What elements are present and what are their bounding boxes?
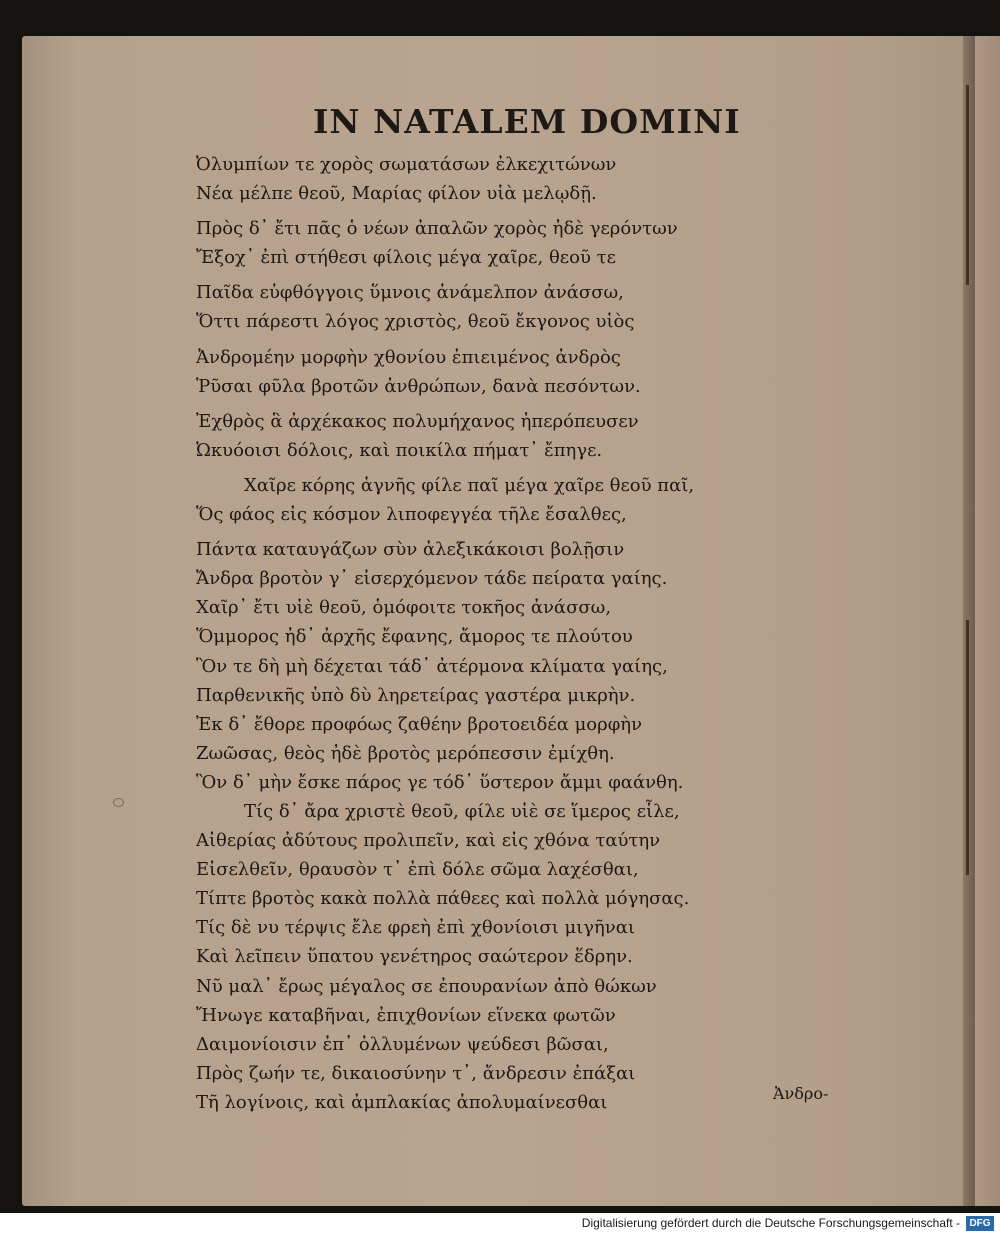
verse-line: Ἤνωγε καταβῆναι, ἐπιχθονίων εἵνεκα φωτῶν <box>196 1004 616 1026</box>
verse-line: Ὀλυμπίων τε χορὸς σωματάσων ἐλκεχιτώνων <box>196 154 617 175</box>
footer-bar <box>0 1213 1000 1235</box>
verse-line: Ὅμμορος ἠδ᾽ ἀρχῆς ἔφανης, ἄμορος τε πλούτου <box>196 626 633 648</box>
ink-spot <box>113 798 124 807</box>
verse-line: Τίς δ᾽ ἄρα χριστὲ θεοῦ, φίλε υἱὲ σε ἵμερος εἷλε, <box>244 800 680 822</box>
verse-line: Ὃν δ᾽ μὴν ἔσκε πάρος γε τόδ᾽ ὕστερον ἄμμι φαάνθη. <box>196 771 684 793</box>
verse-line: Πρὸς ζωήν τε, δικαιοσύνην τ᾽, ἄνδρεσιν ἐπάξαι <box>196 1062 636 1084</box>
verse-block <box>196 150 746 1117</box>
verse-line: Πάντα καταυγάζων σὺν ἀλεξικάκοισι βολῇσιν <box>196 539 625 561</box>
verse-line: Ἐχθρὸς ἃ ἀρχέκακος πολυμήχανος ἠπερόπευσεν <box>196 410 639 432</box>
verse-line: Τῆ λογίνοις, καὶ ἀμπλακίας ἀπολυμαίνεσθαι <box>196 1091 608 1113</box>
verse-line: Νῦ μαλ᾽ ἔρως μέγαλος σε ἐπουρανίων ἀπὸ θώκων <box>196 975 657 997</box>
verse-line: Τίς δὲ νυ τέρψις ἔλε φρεὴ ἐπὶ χθονίοισι μιγῆναι <box>196 917 635 939</box>
verse-line: Ἐκ δ᾽ ἔθορε προφόως ζαθέην βροτοειδέα μορφὴν <box>196 713 643 735</box>
funding-credit: Digitalisierung gefördert durch die Deutsche Forschungsgemeinschaft - <box>581 1216 960 1230</box>
binding-mark <box>966 620 969 875</box>
verse-line: Παρθενικῆς ὑπὸ δὺ ληρετείρας γαστέρα μικρὴν. <box>196 684 636 706</box>
verse-line: Ῥῦσαι φῦλα βροτῶν ἀνθρώπων, δανὰ πεσόντων. <box>196 375 641 397</box>
verse-line: Ὠκυόοισι δόλοις, καὶ ποικίλα πήματ᾽ ἔπηγε. <box>196 439 603 461</box>
verse-line: Ὅττι πάρεστι λόγος χριστὸς, θεοῦ ἔκγονος υἱὸς <box>196 311 635 333</box>
verse-line: Ἔξοχ᾽ ἐπὶ στήθεσι φίλοις μέγα χαῖρε, θεοῦ τε <box>196 247 616 269</box>
verse-line: Χαῖρ᾽ ἔτι υἱὲ θεοῦ, ὁμόφοιτε τοκῆος ἀνάσσω, <box>196 597 612 619</box>
dfg-logo[interactable]: DFG <box>966 1216 994 1231</box>
verse-line: Δαιμονίοισιν ἐπ᾽ ὀλλυμένων ψεύδεσι βῶσαι, <box>196 1033 609 1055</box>
verse-line: Ζωῶσας, θεὸς ἠδὲ βροτὸς μερόπεσσιν ἐμίχθη. <box>196 742 615 764</box>
verse-line: Ἄνδρα βροτὸν γ᾽ εἰσερχόμενον τάδε πείρατα γαίης. <box>196 568 668 590</box>
page-heading: IN NATALEM DOMINI <box>313 102 741 141</box>
verse-line: Νέα μέλπε θεοῦ, Μαρίας φίλον υἱὰ μελῳδῇ. <box>196 183 597 205</box>
verse-line: Ὃν τε δὴ μὴ δέχεται τάδ᾽ ἀτέρμονα κλίματα γαίης, <box>196 655 668 677</box>
verse-line: Ὅς φάος εἰς κόσμον λιποφεγγέα τῆλε ἔσαλθες, <box>196 504 627 526</box>
page-gutter <box>963 36 975 1206</box>
verse-line: Ἀνδρομέην μορφὴν χθονίου ἐπιειμένος ἀνδρὸς <box>196 346 621 368</box>
verse-line: Εἰσελθεῖν, θραυσὸν τ᾽ ἐπὶ δόλε σῶμα λαχέσθαι, <box>196 859 639 881</box>
verse-line: Παῖδα εὐφθόγγοις ὕμνοις ἀνάμελπον ἀνάσσω, <box>196 282 624 304</box>
verse-line: Χαῖρε κόρης ἁγνῆς φίλε παῖ μέγα χαῖρε θεοῦ παῖ, <box>244 474 695 496</box>
catchword: Ἀνδρο- <box>773 1084 829 1103</box>
facing-page-edge <box>975 36 1000 1206</box>
verse-line: Πρὸς δ᾽ ἔτι πᾶς ὁ νέων ἀπαλῶν χορὸς ἠδὲ γερόντων <box>196 218 678 240</box>
verse-line: Τίπτε βροτὸς κακὰ πολλὰ πάθεες καὶ πολλὰ μόγησας. <box>196 888 690 910</box>
verse-line: Καὶ λεῖπειν ὕπατου γενέτηρος σαώτερον ἕδρην. <box>196 946 633 968</box>
binding-mark <box>966 85 969 285</box>
verse-line: Αἰθερίας ἀδύτους προλιπεῖν, καὶ εἰς χθόνα ταύτην <box>196 830 661 852</box>
